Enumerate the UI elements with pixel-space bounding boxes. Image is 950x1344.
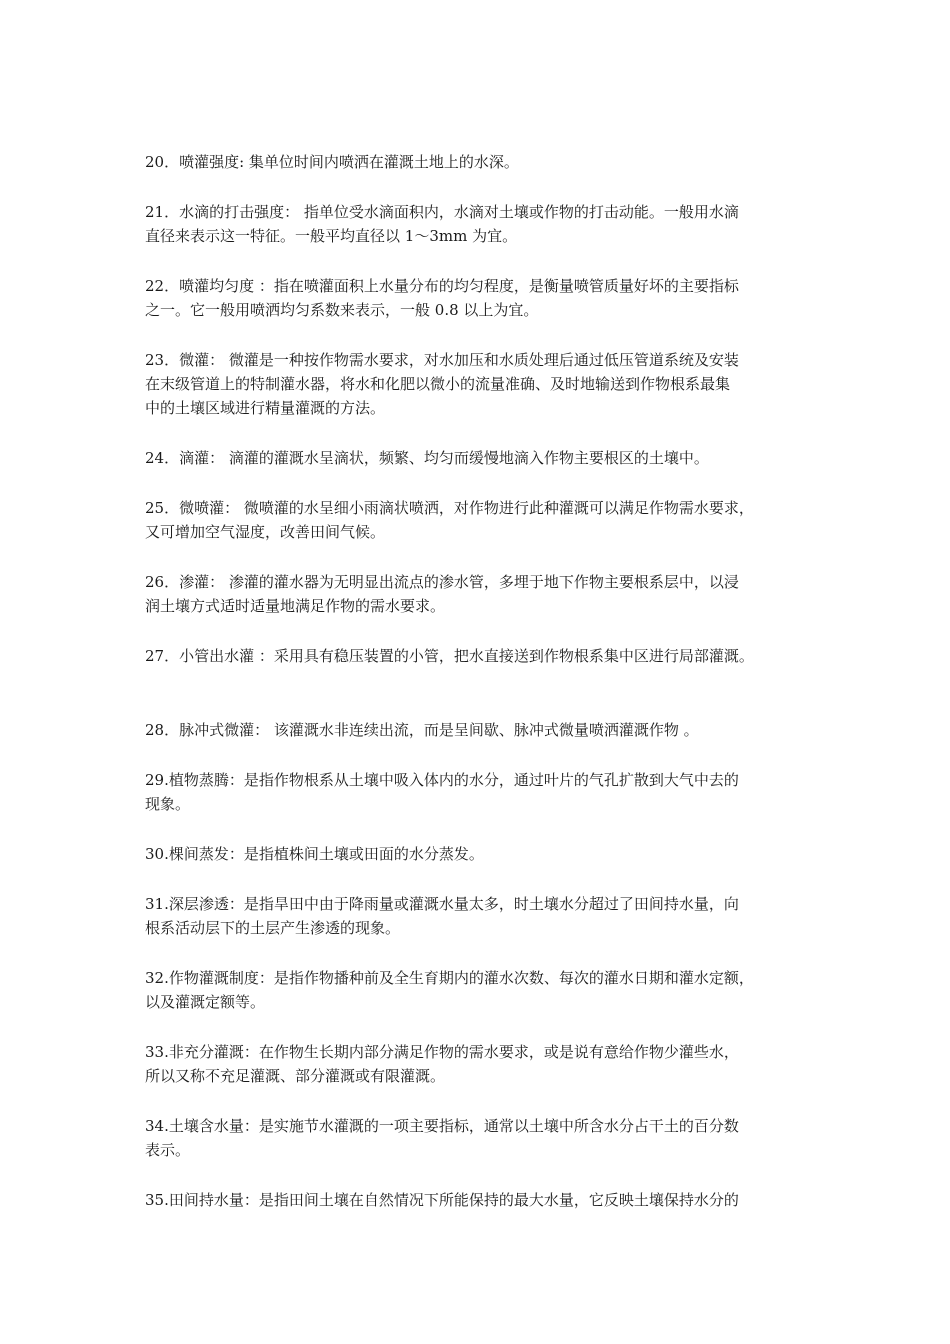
entry-line: 25．微喷灌： 微喷灌的水呈细小雨滴状喷洒，对作物进行此种灌溉可以满足作物需水要求， — [145, 499, 754, 517]
entry-line: 31.深层渗透：是指旱田中由于降雨量或灌溉水量太多，时土壤水分超过了田间持水量，向 — [145, 895, 739, 913]
entry-25 — [145, 496, 825, 544]
entry-line: 32.作物灌溉制度：是指作物播种前及全生育期内的灌水次数、每次的灌水日期和灌水定额， — [145, 969, 754, 987]
entry-21 — [145, 200, 825, 248]
entry-20 — [145, 150, 825, 174]
entry-line: 润土壤方式适时适量地满足作物的需水要求。 — [145, 597, 446, 615]
entry-line: 根系活动层下的土层产生渗透的现象。 — [145, 919, 401, 937]
entry-line: 在末级管道上的特制灌水器，将水和化肥以微小的流量准确、及时地输送到作物根系最集 — [145, 375, 731, 393]
document-body — [145, 150, 825, 1212]
entry-line: 直径来表示这一特征。一般平均直径以 1～3mm 为宜。 — [145, 227, 518, 245]
entry-line: 以及灌溉定额等。 — [145, 993, 266, 1011]
entry-26 — [145, 570, 825, 618]
entry-line: 表示。 — [145, 1141, 191, 1159]
entry-24 — [145, 446, 825, 470]
entry-22 — [145, 274, 825, 322]
entry-35 — [145, 1188, 825, 1212]
entry-line: 28．脉冲式微灌： 该灌溉水非连续出流，而是呈间歇、脉冲式微量喷洒灌溉作物 。 — [145, 721, 699, 739]
entry-line: 现象。 — [145, 795, 191, 813]
entry-28 — [145, 718, 825, 742]
entry-line: 22．喷灌均匀度 ：指在喷灌面积上水量分布的均匀程度，是衡量喷管质量好坏的主要指标 — [145, 277, 739, 295]
entry-23 — [145, 348, 825, 420]
entry-31 — [145, 892, 825, 940]
entry-line: 23．微灌： 微灌是一种按作物需水要求，对水加压和水质处理后通过低压管道系统及安装 — [145, 351, 739, 369]
entry-32 — [145, 966, 825, 1014]
entry-29 — [145, 768, 825, 816]
entry-30 — [145, 842, 825, 866]
entry-line: 之一。它一般用喷洒均匀系数来表示，一般 0.8 以上为宜。 — [145, 301, 539, 319]
entry-line: 29.植物蒸腾：是指作物根系从土壤中吸入体内的水分，通过叶片的气孔扩散到大气中去的 — [145, 771, 739, 789]
entry-33 — [145, 1040, 825, 1088]
entry-line: 27．小管出水灌 ：采用具有稳压装置的小管，把水直接送到作物根系集中区进行局部灌溉。 — [145, 647, 754, 665]
entry-line: 又可增加空气湿度，改善田间气候。 — [145, 523, 386, 541]
entry-line: 24．滴灌： 滴灌的灌溉水呈滴状，频繁、均匀而缓慢地滴入作物主要根区的土壤中。 — [145, 449, 709, 467]
entry-line: 所以又称不充足灌溉、部分灌溉或有限灌溉。 — [145, 1067, 446, 1085]
entry-line: 26．渗灌： 渗灌的灌水器为无明显出流点的渗水管，多埋于地下作物主要根系层中，以浸 — [145, 573, 739, 591]
entry-line: 20．喷灌强度: 集单位时间内喷洒在灌溉土地上的水深。 — [145, 153, 519, 171]
entry-line: 中的土壤区域进行精量灌溉的方法。 — [145, 399, 386, 417]
entry-line: 33.非充分灌溉：在作物生长期内部分满足作物的需水要求，或是说有意给作物少灌些水， — [145, 1043, 739, 1061]
entry-line: 34.土壤含水量：是实施节水灌溉的一项主要指标，通常以土壤中所含水分占干土的百分数 — [145, 1117, 739, 1135]
entry-line: 21．水滴的打击强度： 指单位受水滴面积内，水滴对土壤或作物的打击动能。一般用水滴 — [145, 203, 739, 221]
entry-line: 30.棵间蒸发：是指植株间土壤或田面的水分蒸发。 — [145, 845, 484, 863]
entry-34 — [145, 1114, 825, 1162]
entry-line: 35.田间持水量：是指田间土壤在自然情况下所能保持的最大水量，它反映土壤保持水分的 — [145, 1191, 739, 1209]
entry-27 — [145, 644, 825, 668]
